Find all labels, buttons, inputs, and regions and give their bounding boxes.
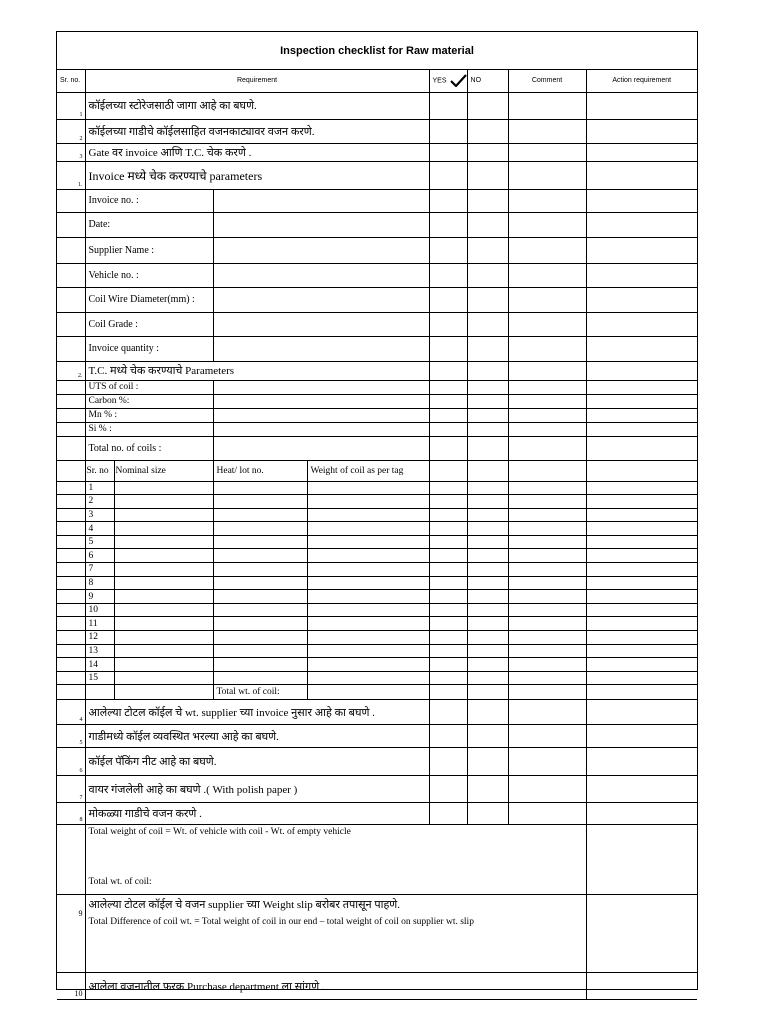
header-yes xyxy=(429,70,467,92)
row-requirement: वायर गंजलेली आहे का बघणे .( With polish paper ) xyxy=(85,776,429,803)
row-requirement: T.C. मध्ये चेक करण्याचे Parameters xyxy=(85,361,429,380)
row-sr-no: 8 xyxy=(57,803,85,825)
yes-cell[interactable] xyxy=(429,725,467,748)
header-yes-label: YES xyxy=(432,77,447,85)
comment-cell[interactable] xyxy=(508,803,586,825)
header-action: Action requirement xyxy=(586,70,697,92)
header-no: NO xyxy=(467,70,508,92)
checklist-table xyxy=(57,70,697,1000)
coil-row-number: 1 xyxy=(85,481,114,495)
checklist-row-9 xyxy=(57,895,697,973)
total-coils-label: Total no. of coils : xyxy=(85,436,213,460)
checklist-row-2 xyxy=(57,119,697,143)
coil-col-heat-lot: Heat/ lot no. xyxy=(213,460,307,481)
row-sr-no: 2. xyxy=(57,361,85,380)
coil-row xyxy=(57,576,697,590)
row-sr-no: 3 xyxy=(57,143,85,161)
coil-row-number: 15 xyxy=(85,671,114,685)
row-sr-no: 9 xyxy=(57,895,85,973)
formula-cell xyxy=(85,825,586,895)
comment-cell[interactable] xyxy=(508,725,586,748)
checklist-row-8 xyxy=(57,803,697,825)
invoice-field-row xyxy=(57,287,697,312)
row-requirement: आलेल्या टोटल कॉईल चे wt. supplier च्या invoice नुसार आहे का बघणे . xyxy=(85,700,429,725)
yes-cell[interactable] xyxy=(429,143,467,161)
coil-row xyxy=(57,535,697,549)
tc-field-row xyxy=(57,408,697,422)
tc-parameters-row xyxy=(57,361,697,380)
page-title: Inspection checklist for Raw material xyxy=(57,32,697,70)
invoice-field-row xyxy=(57,237,697,263)
difference-formula: Total Difference of coil wt. = Total weight of coil in our end – total weight of coil on supplier wt. slip xyxy=(88,917,474,928)
invoice-field-label: Coil Wire Diameter(mm) : xyxy=(85,287,213,312)
tc-field-label: Mn % : xyxy=(85,408,213,422)
checklist-row-5 xyxy=(57,725,697,748)
yes-cell[interactable] xyxy=(429,161,467,189)
coil-col-sr-no: Sr. no xyxy=(85,460,114,481)
checklist-row-1 xyxy=(57,92,697,119)
tc-field-label: Carbon %: xyxy=(85,394,213,408)
invoice-field-row xyxy=(57,212,697,237)
row-sr-no: 5 xyxy=(57,725,85,748)
checklist-row-10 xyxy=(57,973,697,1000)
invoice-field-label: Supplier Name : xyxy=(85,237,213,263)
row-sr-no: 6 xyxy=(57,748,85,776)
comment-cell[interactable] xyxy=(508,92,586,119)
row-requirement xyxy=(85,895,586,973)
row-sr-no: 10 xyxy=(57,973,85,1000)
coil-row-number: 13 xyxy=(85,644,114,658)
invoice-field-value[interactable] xyxy=(213,237,429,263)
header-comment: Comment xyxy=(508,70,586,92)
tc-field-value[interactable] xyxy=(213,408,429,422)
formula-line: Total weight of coil = Wt. of vehicle with coil - Wt. of empty vehicle xyxy=(88,827,351,838)
tc-field-row xyxy=(57,380,697,394)
invoice-field-label: Invoice quantity : xyxy=(85,336,213,361)
checklist-row-invoice xyxy=(57,161,697,189)
coil-row xyxy=(57,508,697,522)
invoice-field-label: Invoice no. : xyxy=(85,189,213,212)
invoice-field-label: Vehicle no. : xyxy=(85,263,213,287)
checklist-row-6 xyxy=(57,748,697,776)
coil-col-nominal-size: Nominal size xyxy=(114,460,213,481)
row-requirement: कॉईल पॅकिंग नीट आहे का बघणे. xyxy=(85,748,429,776)
coil-row xyxy=(57,495,697,509)
no-cell[interactable] xyxy=(467,748,508,776)
tc-field-value[interactable] xyxy=(213,422,429,436)
coil-col-weight: Weight of coil as per tag xyxy=(307,460,429,481)
coil-row xyxy=(57,563,697,577)
row-requirement: कॉईलच्या स्टोरेजसाठी जागा आहे का बघणे. xyxy=(85,92,429,119)
action-cell[interactable] xyxy=(586,700,697,725)
tc-field-row xyxy=(57,422,697,436)
coil-row xyxy=(57,617,697,631)
yes-cell[interactable] xyxy=(429,700,467,725)
yes-cell[interactable] xyxy=(429,119,467,143)
coil-row xyxy=(57,671,697,685)
coil-row-number: 14 xyxy=(85,658,114,672)
row-requirement: कॉईलच्या गाडीचे कॉईलसाहित वजनकाट्यावर वजन करणे. xyxy=(85,119,429,143)
yes-cell[interactable] xyxy=(429,803,467,825)
tc-field-row xyxy=(57,394,697,408)
checkmark-icon xyxy=(450,74,467,87)
coil-table-header xyxy=(57,460,697,481)
header-requirement: Requirement xyxy=(85,70,429,92)
coil-row-number: 8 xyxy=(85,576,114,590)
checklist-sheet xyxy=(56,31,698,999)
row-requirement: Gate वर invoice आणि T.C. चेक करणे . xyxy=(85,143,429,161)
coil-row-number: 3 xyxy=(85,508,114,522)
invoice-field-row xyxy=(57,189,697,212)
coil-total-row xyxy=(57,685,697,700)
coil-row xyxy=(57,522,697,536)
invoice-field-row xyxy=(57,336,697,361)
action-cell[interactable] xyxy=(586,92,697,119)
invoice-field-value[interactable] xyxy=(213,212,429,237)
coil-row xyxy=(57,631,697,645)
no-cell[interactable] xyxy=(467,776,508,803)
coil-row-number: 11 xyxy=(85,617,114,631)
action-cell[interactable] xyxy=(586,161,697,189)
coil-row-number: 6 xyxy=(85,549,114,563)
action-cell[interactable] xyxy=(586,748,697,776)
comment-cell[interactable] xyxy=(508,748,586,776)
total-coils-row xyxy=(57,436,697,460)
comment-cell[interactable] xyxy=(508,143,586,161)
action-cell[interactable] xyxy=(586,803,697,825)
formula-total-label: Total wt. of coil: xyxy=(88,877,152,888)
header-row xyxy=(57,70,697,92)
coil-row xyxy=(57,644,697,658)
coil-row xyxy=(57,590,697,604)
comment-cell[interactable] xyxy=(508,119,586,143)
invoice-field-row xyxy=(57,263,697,287)
coil-row xyxy=(57,549,697,563)
coil-row-number: 9 xyxy=(85,590,114,604)
no-cell[interactable] xyxy=(467,725,508,748)
no-cell[interactable] xyxy=(467,119,508,143)
invoice-field-value[interactable] xyxy=(213,189,429,212)
row-requirement: गाडीमध्ये कॉईल व्यवस्थित भरल्या आहे का बघणे. xyxy=(85,725,429,748)
coil-row-number: 2 xyxy=(85,495,114,509)
invoice-field-value[interactable] xyxy=(213,287,429,312)
row-requirement: आलेला वजनातील फरक Purchase department ला सांगणे . xyxy=(85,973,586,1000)
coil-total-label: Total wt. of coil: xyxy=(213,685,307,700)
invoice-field-row xyxy=(57,312,697,336)
tc-field-value[interactable] xyxy=(213,380,429,394)
header-sr-no: Sr. no. xyxy=(57,70,85,92)
coil-row xyxy=(57,658,697,672)
action-cell[interactable] xyxy=(586,119,697,143)
yes-cell[interactable] xyxy=(429,748,467,776)
action-cell[interactable] xyxy=(586,143,697,161)
tc-field-value[interactable] xyxy=(213,394,429,408)
comment-cell[interactable] xyxy=(508,776,586,803)
row-sr-no: 7 xyxy=(57,776,85,803)
yes-cell[interactable] xyxy=(429,92,467,119)
row-requirement: Invoice मध्ये चेक करण्याचे parameters xyxy=(85,161,429,189)
invoice-field-label: Coil Grade : xyxy=(85,312,213,336)
invoice-field-value[interactable] xyxy=(213,312,429,336)
coil-row-number: 7 xyxy=(85,563,114,577)
checklist-row-7 xyxy=(57,776,697,803)
checklist-row-3 xyxy=(57,143,697,161)
row-sr-no: 4 xyxy=(57,700,85,725)
comment-cell[interactable] xyxy=(508,161,586,189)
coil-row-number: 4 xyxy=(85,522,114,536)
row-requirement: मोकळ्या गाडीचे वजन करणे . xyxy=(85,803,429,825)
tc-field-label: UTS of coil : xyxy=(85,380,213,394)
invoice-field-value[interactable] xyxy=(213,263,429,287)
invoice-field-label: Date: xyxy=(85,212,213,237)
comment-cell[interactable] xyxy=(508,700,586,725)
coil-row xyxy=(57,481,697,495)
formula-row xyxy=(57,825,697,895)
coil-row-number: 12 xyxy=(85,631,114,645)
no-cell[interactable] xyxy=(467,700,508,725)
yes-cell[interactable] xyxy=(429,776,467,803)
total-coils-value[interactable] xyxy=(213,436,429,460)
row-sr-no: 1. xyxy=(57,161,85,189)
weight-slip-check: आलेल्या टोटल कॉईल चे वजन supplier च्या Weight slip बरोबर तपासून पाहणे. xyxy=(88,899,400,912)
tc-field-label: Si % : xyxy=(85,422,213,436)
no-cell[interactable] xyxy=(467,803,508,825)
no-cell[interactable] xyxy=(467,143,508,161)
invoice-field-value[interactable] xyxy=(213,336,429,361)
coil-row xyxy=(57,603,697,617)
row-sr-no: 2 xyxy=(57,119,85,143)
action-cell[interactable] xyxy=(586,725,697,748)
coil-row-number: 10 xyxy=(85,603,114,617)
row-sr-no: 1 xyxy=(57,92,85,119)
no-cell[interactable] xyxy=(467,161,508,189)
checklist-row-4 xyxy=(57,700,697,725)
coil-row-number: 5 xyxy=(85,535,114,549)
action-cell[interactable] xyxy=(586,776,697,803)
no-cell[interactable] xyxy=(467,92,508,119)
